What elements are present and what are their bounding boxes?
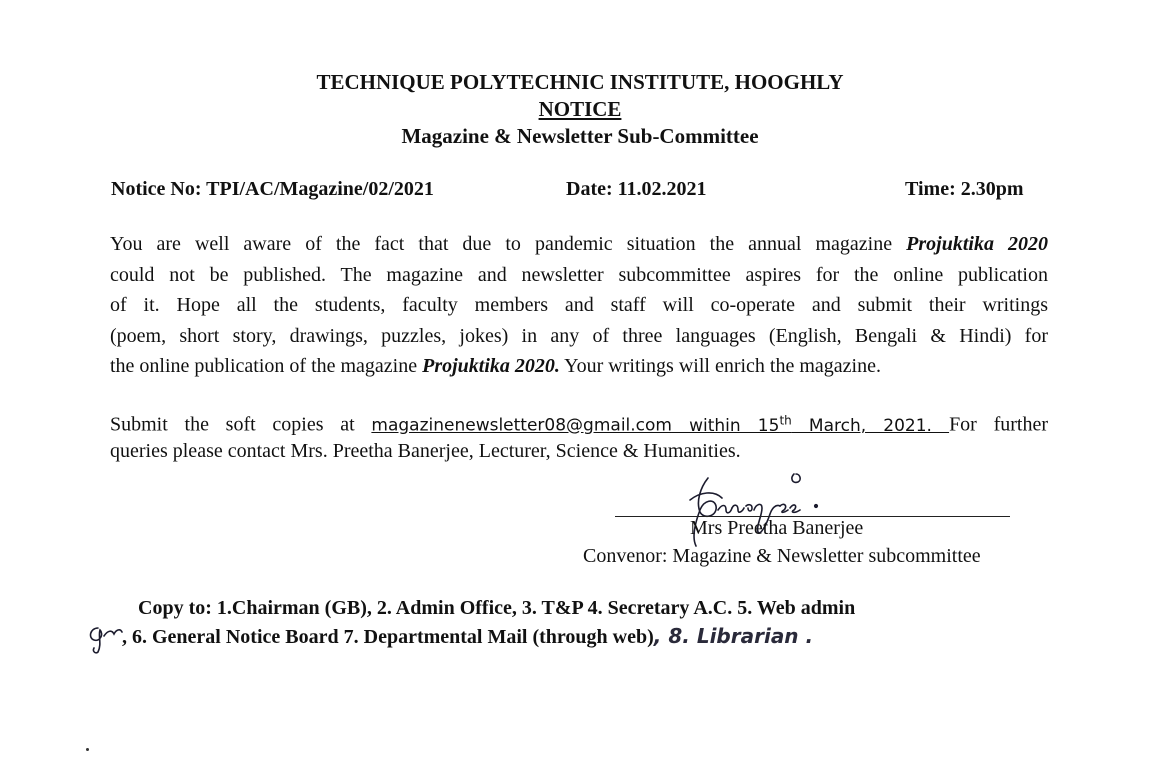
deadline-date: March, 2021. xyxy=(791,415,950,436)
paragraph-1-line-5 xyxy=(110,351,1048,382)
notice-title xyxy=(0,97,1160,122)
committee-name: Magazine & Newsletter Sub-Committee xyxy=(401,124,759,148)
copy-to-line-2 xyxy=(122,624,813,649)
copy-to-line-1: Copy to: 1.Chairman (GB), 2. Admin Office, 3. T&P 4. Secretary A.C. 5. Web admin xyxy=(138,597,856,619)
paragraph-2-text-1b: For further xyxy=(949,413,1048,436)
paragraph-1-line-4: (poem, short story, drawings, puzzles, jokes) in any of three languages (English, Bengali & Hindi) for xyxy=(110,324,1048,347)
copy-to-line-2-text: , 6. General Notice Board 7. Departmental Mail (through web) xyxy=(122,626,654,648)
deadline-superscript: th xyxy=(779,413,792,427)
notice-title-text: NOTICE xyxy=(538,97,622,121)
paragraph-1-text-5c: Your writings will enrich the magazine. xyxy=(559,355,881,377)
deadline-within xyxy=(671,413,950,436)
paragraph-1-line-2: could not be published. The magazine and newsletter subcommittee aspires for the online publication xyxy=(110,263,1048,286)
magazine-name: Projuktika 2020 xyxy=(906,233,1048,255)
body-paragraph-2 xyxy=(110,405,1048,466)
institute-name: TECHNIQUE POLYTECHNIC INSTITUTE, HOOGHLY xyxy=(316,70,844,94)
paragraph-1-text-5a: the online publication of the magazine xyxy=(110,355,423,377)
notice-time: Time: 2.30pm xyxy=(905,178,1024,200)
paragraph-2-line-2: queries please contact Mrs. Preetha Banerjee, Lecturer, Science & Humanities. xyxy=(110,439,741,462)
deadline-within-text: within 15 xyxy=(671,415,780,436)
paragraph-1-line-3: of it. Hope all the students, faculty members and staff will co-operate and submit their writings xyxy=(110,294,1048,316)
handwritten-addition: , 8. Librarian . xyxy=(653,624,814,648)
paragraph-1-line-1 xyxy=(110,229,1048,260)
email-link[interactable]: magazinenewsletter08@gmail.com xyxy=(371,415,672,436)
paragraph-1-text-1: You are well aware of the fact that due to pandemic situation the annual magazine xyxy=(110,233,907,255)
magazine-name-2: Projuktika 2020. xyxy=(422,355,560,377)
paragraph-2-line-1 xyxy=(110,405,1048,436)
speck xyxy=(86,748,89,751)
signatory-name: Mrs Preetha Banerjee xyxy=(690,517,864,539)
notice-date: Date: 11.02.2021 xyxy=(566,178,707,200)
paragraph-2-text-1: Submit the soft copies at xyxy=(110,413,372,436)
signatory-role: Convenor: Magazine & Newsletter subcommittee xyxy=(583,545,981,567)
body-paragraph-1 xyxy=(110,229,1048,382)
notice-number: Notice No: TPI/AC/Magazine/02/2021 xyxy=(111,178,434,200)
